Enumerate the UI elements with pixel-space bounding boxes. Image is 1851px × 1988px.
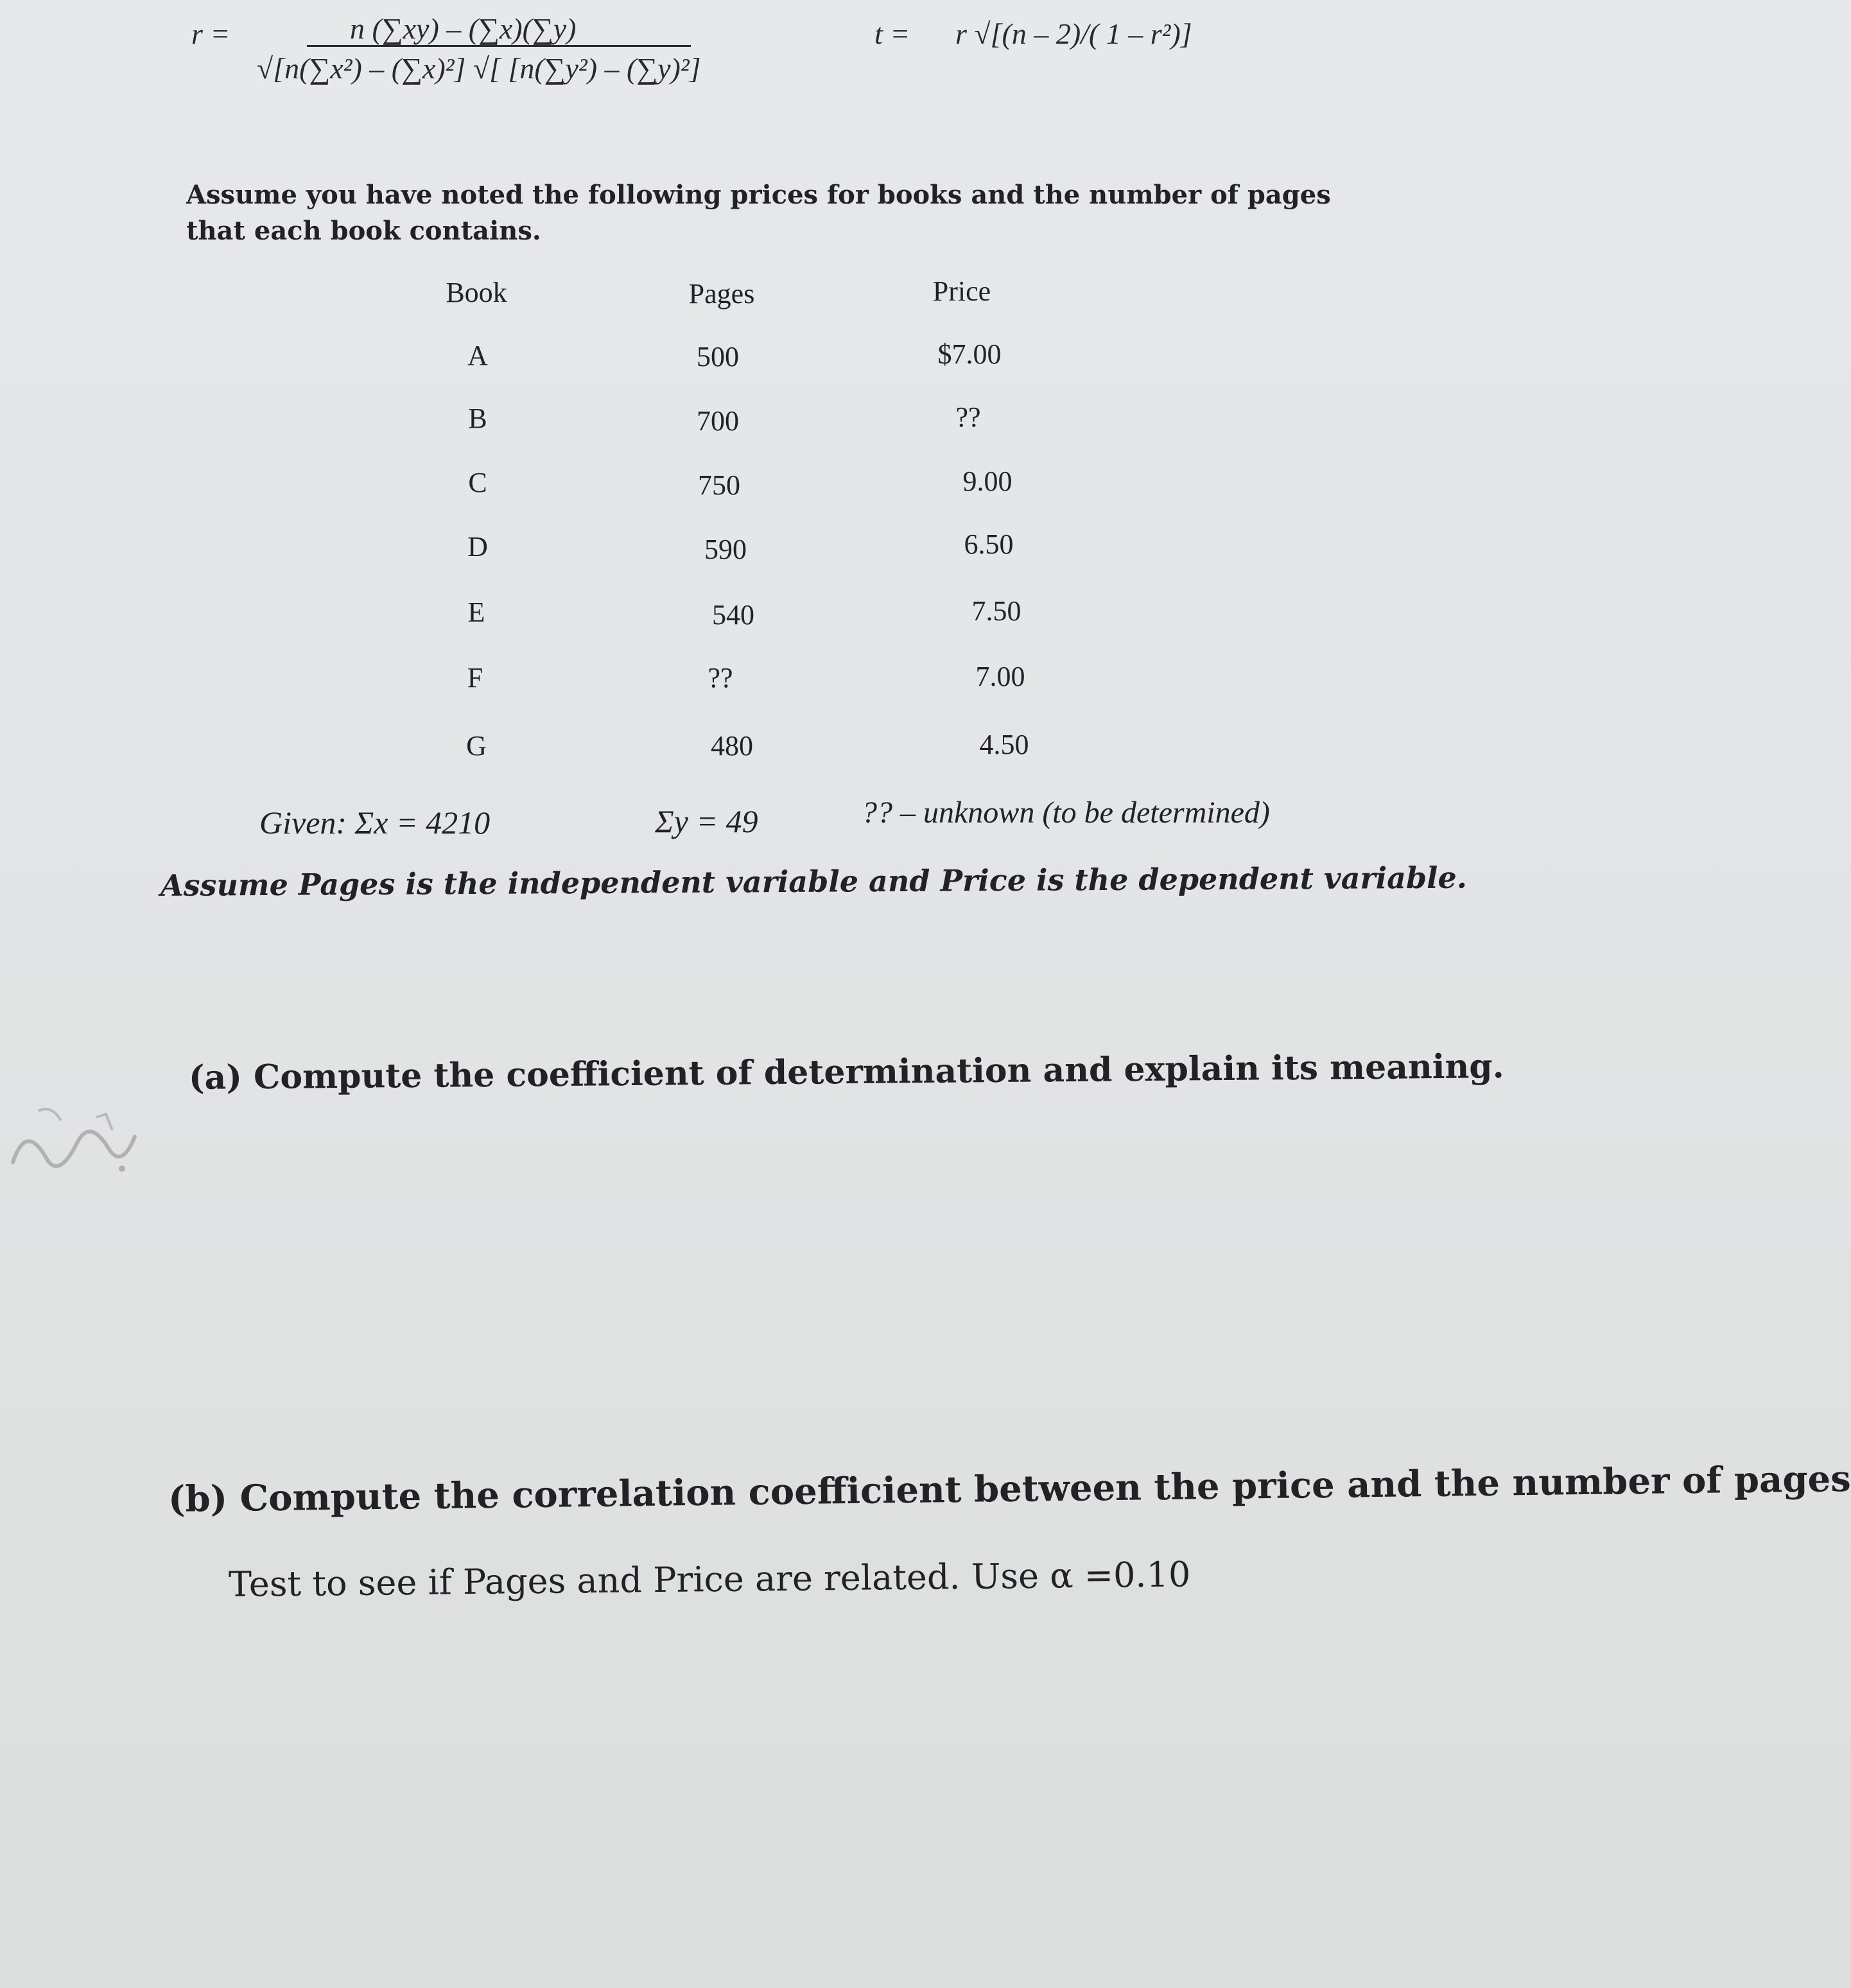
r-formula-denominator: √[n(∑x²) – (∑x)²] √[ [n(∑y²) – (∑y)²] bbox=[257, 52, 701, 85]
cell-price: 7.50 bbox=[971, 595, 1021, 627]
cell-pages: 590 bbox=[704, 534, 747, 565]
cell-book: B bbox=[468, 403, 487, 434]
cell-price: 7.00 bbox=[975, 661, 1025, 692]
cell-pages: 500 bbox=[697, 341, 739, 372]
cell-pages: 540 bbox=[712, 599, 754, 631]
t-formula-label: t = bbox=[874, 17, 910, 50]
cell-price: $7.00 bbox=[937, 338, 1002, 370]
cell-book: E bbox=[467, 597, 485, 628]
given-sum-y: Σy = 49 bbox=[655, 803, 758, 839]
cell-price: 4.50 bbox=[979, 729, 1029, 760]
cell-pages: 750 bbox=[698, 469, 740, 501]
cell-price: ?? bbox=[955, 401, 981, 433]
given-sum-x: Given: Σx = 4210 bbox=[259, 805, 491, 841]
cell-price: 9.00 bbox=[962, 466, 1012, 497]
header-price: Price bbox=[932, 275, 991, 307]
cell-book: F bbox=[467, 662, 483, 693]
question-a: (a) Compute the coefficient of determination and explain its meaning. bbox=[188, 1047, 1505, 1097]
question-b: (b) Compute the correlation coefficient between the price and the number of pages bbox=[168, 1457, 1851, 1521]
cell-book: A bbox=[467, 340, 488, 371]
t-formula-expression: r √[(n – 2)/( 1 – r²)] bbox=[955, 17, 1192, 50]
pencil-smudge-mark bbox=[0, 1085, 167, 1201]
cell-book: G bbox=[466, 730, 487, 762]
r-formula-fraction-line bbox=[307, 45, 691, 47]
assumption-statement: Assume Pages is the independent variable and Price is the dependent variable. bbox=[160, 860, 1468, 903]
cell-book: D bbox=[467, 531, 488, 562]
cell-pages: 480 bbox=[711, 730, 753, 762]
cell-price: 6.50 bbox=[964, 528, 1014, 560]
header-pages: Pages bbox=[688, 278, 755, 310]
intro-paragraph: Assume you have noted the following prices for books and the number of pages that each book contains. bbox=[186, 180, 1331, 246]
r-formula-numerator: n (∑xy) – (∑x)(∑y) bbox=[350, 12, 577, 45]
cell-pages: ?? bbox=[708, 662, 733, 693]
cell-book: C bbox=[468, 467, 487, 498]
given-unknown-note: ?? – unknown (to be determined) bbox=[862, 796, 1270, 830]
header-book: Book bbox=[446, 277, 507, 308]
cell-pages: 700 bbox=[697, 405, 739, 437]
question-b-test: Test to see if Pages and Price are related. Use α =0.10 bbox=[228, 1554, 1191, 1605]
r-formula-label: r = bbox=[191, 17, 230, 50]
